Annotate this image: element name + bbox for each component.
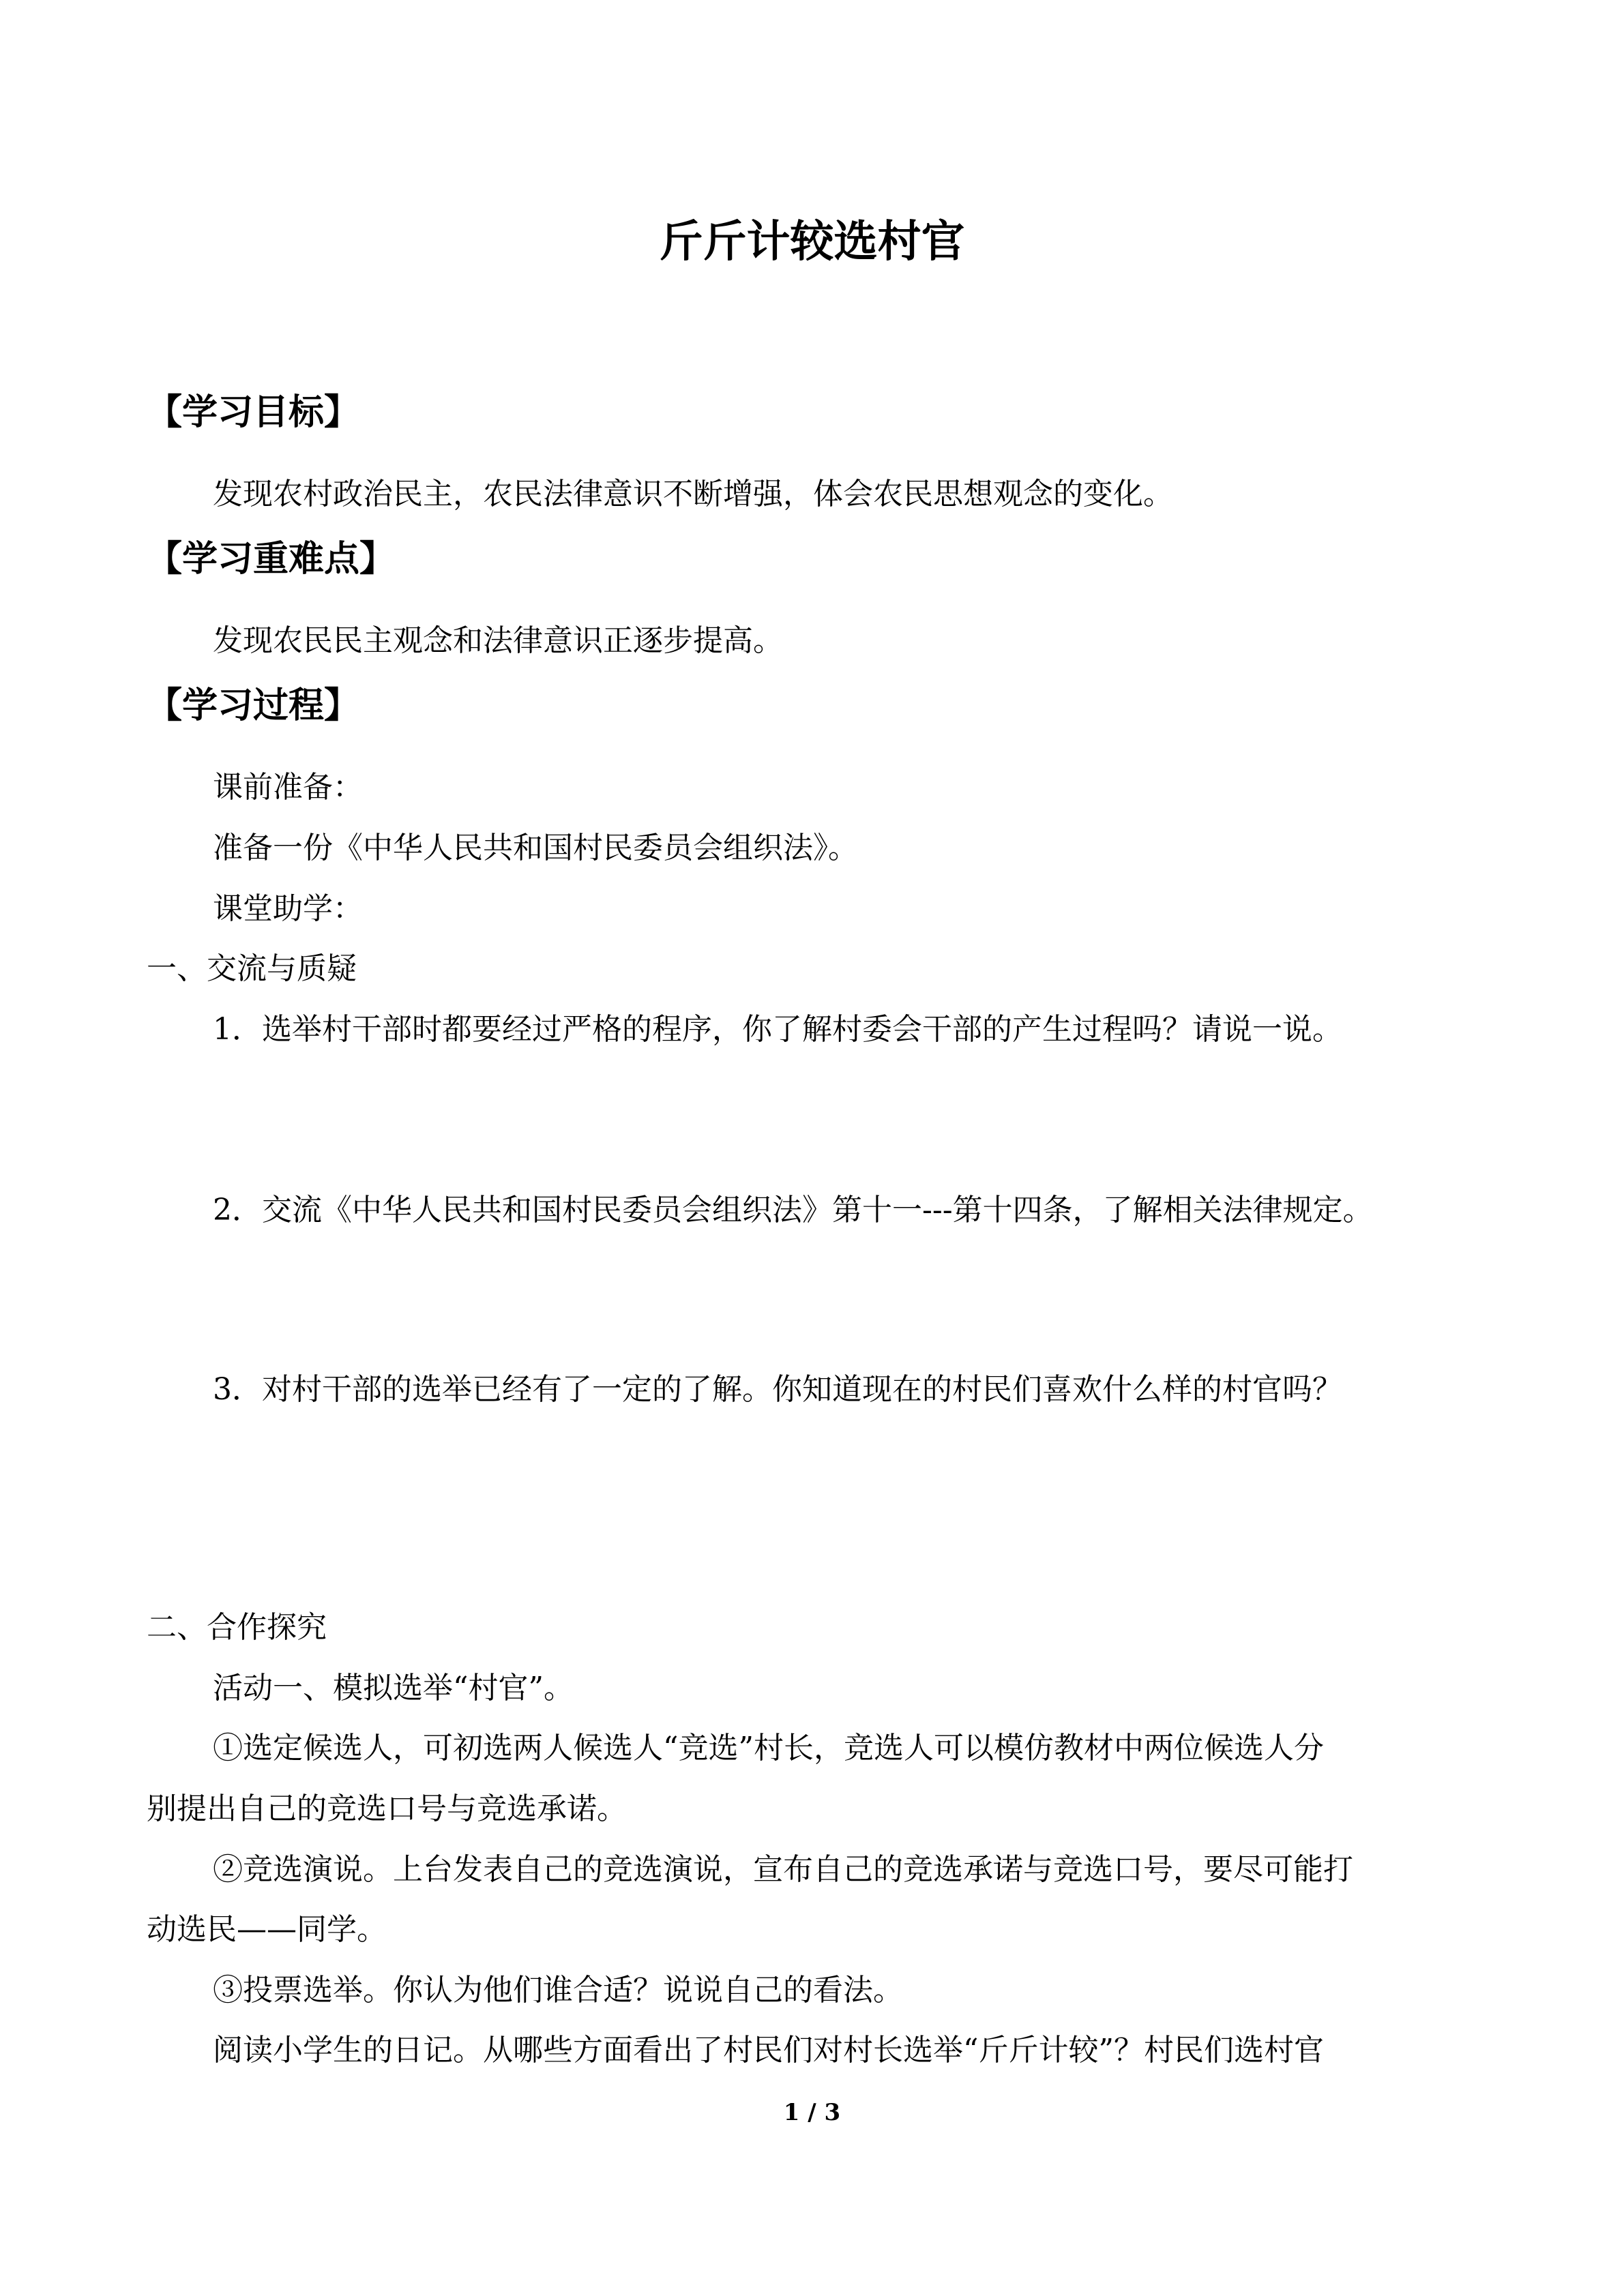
prep-label: 课前准备： (213, 770, 363, 805)
key-points-text: 发现农民民主观念和法律意识正逐步提高。 (213, 623, 783, 658)
step-1-line-2: 别提出自己的竞选口号与竞选承诺。 (147, 1791, 627, 1826)
activity-title: 活动一、模拟选举“村官”。 (213, 1671, 574, 1705)
step-2-line-1: ②竞选演说。上台发表自己的竞选演说，宣布自己的竞选承诺与竞选口号，要尽可能打 (213, 1852, 1353, 1887)
step-2-line-2: 动选民——同学。 (147, 1912, 387, 1947)
page-title: 斤斤计较选村官 (659, 217, 965, 267)
heading-learning-process: 【学习过程】 (147, 685, 360, 726)
reading-prompt: 阅读小学生的日记。从哪些方面看出了村民们对村长选举“斤斤计较”？村民们选村官 (213, 2033, 1324, 2068)
heading-learning-goals: 【学习目标】 (147, 392, 360, 433)
step-1-line-1: ①选定候选人，可初选两人候选人“竞选”村长，竞选人可以模仿教材中两位候选人分 (213, 1731, 1324, 1765)
part-one-heading: 一、交流与质疑 (147, 951, 357, 986)
step-3: ③投票选举。你认为他们谁合适？说说自己的看法。 (213, 1973, 903, 2008)
prep-text: 准备一份《中华人民共和国村民委员会组织法》。 (213, 831, 858, 865)
page-number: 1 / 3 (783, 2099, 841, 2126)
question-3: 3．对村干部的选举已经有了一定的了解。你知道现在的村民们喜欢什么样的村官吗？ (213, 1372, 1342, 1407)
heading-key-points: 【学习重难点】 (147, 539, 396, 580)
learning-goals-text: 发现农村政治民主，农民法律意识不断增强，体会农民思想观念的变化。 (213, 477, 1173, 511)
part-two-heading: 二、合作探究 (147, 1610, 327, 1645)
question-1: 1．选举村干部时都要经过严格的程序，你了解村委会干部的产生过程吗？请说一说。 (213, 1012, 1342, 1047)
question-2: 2．交流《中华人民共和国村民委员会组织法》第十一---第十四条，了解相关法律规定。 (213, 1193, 1373, 1227)
class-label: 课堂助学： (213, 891, 363, 926)
